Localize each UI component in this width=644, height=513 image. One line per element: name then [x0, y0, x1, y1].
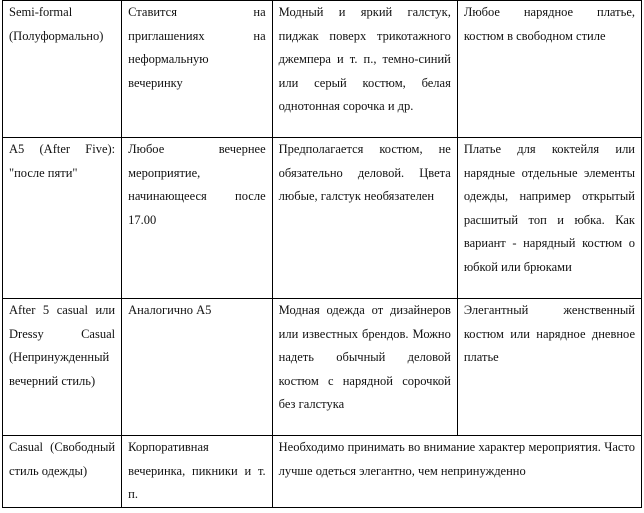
style-cell: Semi-formal (Полуформально) [3, 1, 122, 138]
women-attire-cell: Любое нарядное платье, костюм в свободном стиле [457, 1, 641, 138]
style-cell: Casual (Свободный стиль одежды) [3, 436, 122, 508]
table-row [3, 138, 642, 299]
occasion-cell: Аналогично А5 [122, 299, 273, 436]
occasion-cell: Ставится на приглашениях на неформальную вечеринку [122, 1, 273, 138]
men-attire-cell: Предполагается костюм, не обязательно деловой. Цвета любые, галстук необязателен [272, 138, 457, 299]
occasion-cell: Любое вечернее мероприятие, начинающееся после 17.00 [122, 138, 273, 299]
style-cell: A5 (After Five): "после пяти" [3, 138, 122, 299]
merged-attire-cell: Необходимо принимать во внимание характер мероприятия. Часто лучше одеться элегантно, чем непринужденно [272, 436, 641, 508]
men-attire-cell: Модный и яркий галстук, пиджак поверх трикотажного джемпера и т. п., темно-синий или серый костюм, белая однотонная сорочка и др. [272, 1, 457, 138]
women-attire-cell: Элегантный женственный костюм или нарядное дневное платье [457, 299, 641, 436]
occasion-cell: Корпоративная вечеринка, пикники и т. п. [122, 436, 273, 508]
table-row [3, 1, 642, 138]
men-attire-cell: Модная одежда от дизайнеров или известных брендов. Можно надеть обычный деловой костюм с нарядной сорочкой без галстука [272, 299, 457, 436]
dress-code-table [2, 0, 642, 508]
style-cell: After 5 casual или Dressy Casual (Непринужденный вечерний стиль) [3, 299, 122, 436]
table-row [3, 299, 642, 436]
table-row [3, 436, 642, 508]
women-attire-cell: Платье для коктейля или нарядные отдельные элементы одежды, например открытый расшитый топ и юбка. Как вариант - нарядный костюм о юбкой или брюками [457, 138, 641, 299]
